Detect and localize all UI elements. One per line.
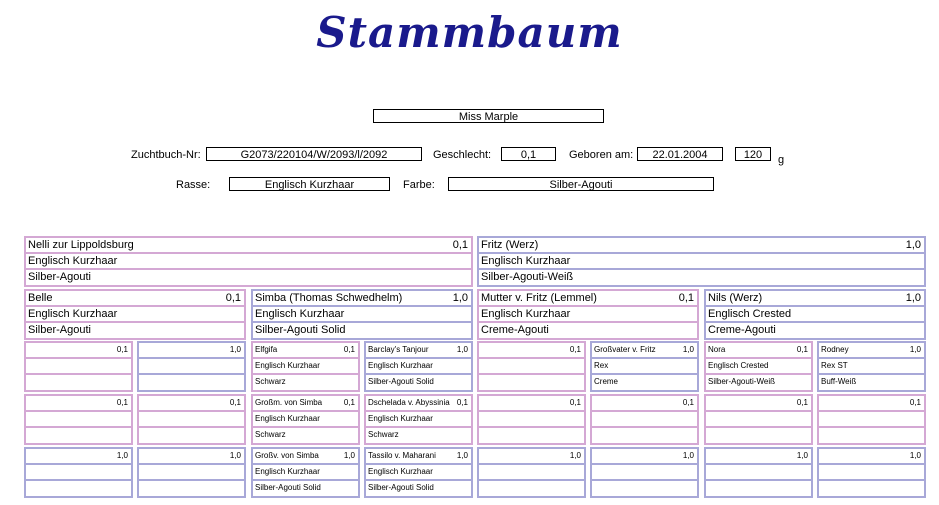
ancestor-row-rasse	[366, 359, 471, 375]
zuchtbuch-label: Zuchtbuch-Nr:	[131, 149, 201, 161]
ancestor-sex: 0,1	[796, 398, 808, 407]
ancestor-row-rasse	[366, 412, 471, 428]
rasse-label: Rasse:	[176, 179, 211, 191]
ancestor-row-rasse	[479, 254, 924, 270]
ancestor-name: Mutter v. Fritz (Lemmel)	[481, 292, 597, 304]
ancestor-card[interactable]	[24, 289, 246, 340]
ancestor-row-rasse	[592, 412, 697, 428]
ancestor-sex: 0,1	[796, 345, 808, 354]
ancestor-row-rasse	[253, 307, 471, 323]
ancestor-row-rasse	[139, 465, 244, 481]
ancestor-sex: 0,1	[116, 345, 128, 354]
ancestor-row-rasse	[479, 412, 584, 428]
ancestor-sex: 1,0	[569, 451, 581, 460]
ancestor-row-farbe	[706, 375, 811, 391]
ancestor-rasse: Englisch Kurzhaar	[255, 414, 320, 423]
ancestor-row-rasse	[706, 307, 924, 323]
ancestor-farbe: Schwarz	[255, 430, 286, 439]
ancestor-row-farbe	[26, 323, 244, 339]
ancestor-sex: 1,0	[909, 345, 921, 354]
ancestor-card[interactable]	[251, 394, 360, 445]
ancestor-name: Nelli zur Lippoldsburg	[28, 239, 134, 251]
ancestor-card[interactable]	[590, 394, 699, 445]
ancestor-row-name	[706, 449, 811, 465]
ancestor-row-name	[479, 291, 697, 307]
ancestor-farbe: Silber-Agouti	[28, 324, 91, 336]
ancestor-farbe: Silber-Agouti Solid	[368, 483, 434, 492]
ancestor-row-name	[26, 291, 244, 307]
ancestor-card[interactable]	[477, 289, 699, 340]
ancestor-farbe: Silber-Agouti	[28, 271, 91, 283]
ancestor-row-name	[479, 396, 584, 412]
ancestor-row-name	[139, 449, 244, 465]
ancestor-card[interactable]	[477, 394, 586, 445]
gewicht-field[interactable]: 120	[735, 147, 771, 161]
ancestor-card[interactable]	[137, 394, 246, 445]
ancestor-name: Tassilo v. Maharani	[368, 451, 436, 460]
ancestor-row-farbe	[253, 323, 471, 339]
ancestor-card[interactable]	[817, 447, 926, 498]
ancestor-row-farbe	[366, 428, 471, 444]
ancestor-card[interactable]	[364, 341, 473, 392]
ancestor-row-farbe	[139, 481, 244, 497]
ancestor-row-name	[479, 238, 924, 254]
ancestor-rasse: Englisch Kurzhaar	[255, 308, 345, 320]
ancestor-row-name	[592, 396, 697, 412]
ancestor-sex: 1,0	[229, 451, 241, 460]
ancestor-farbe: Silber-Agouti-Weiß	[708, 377, 775, 386]
ancestor-row-rasse	[139, 412, 244, 428]
ancestor-row-rasse	[819, 412, 924, 428]
ancestor-row-farbe	[139, 428, 244, 444]
animal-name-field[interactable]: Miss Marple	[373, 109, 604, 123]
ancestor-row-rasse	[706, 465, 811, 481]
ancestor-row-name	[366, 449, 471, 465]
ancestor-row-farbe	[592, 481, 697, 497]
ancestor-row-name	[706, 291, 924, 307]
ancestor-row-farbe	[26, 428, 131, 444]
ancestor-row-farbe	[139, 375, 244, 391]
ancestor-row-rasse	[819, 359, 924, 375]
ancestor-card[interactable]	[364, 447, 473, 498]
ancestor-row-farbe	[366, 481, 471, 497]
ancestor-card[interactable]	[24, 394, 133, 445]
ancestor-name: Großv. von Simba	[255, 451, 319, 460]
ancestor-row-name	[592, 343, 697, 359]
ancestor-row-rasse	[479, 307, 697, 323]
rasse-field[interactable]: Englisch Kurzhaar	[229, 177, 390, 191]
ancestor-name: Barclay's Tanjour	[368, 345, 429, 354]
ancestor-sex: 1,0	[229, 345, 241, 354]
ancestor-name: Nora	[708, 345, 726, 354]
ancestor-row-rasse	[366, 465, 471, 481]
ancestor-card[interactable]	[704, 289, 926, 340]
page-title: Stammbaum	[316, 8, 623, 57]
ancestor-rasse: Englisch Kurzhaar	[481, 308, 571, 320]
ancestor-name: Nils (Werz)	[708, 292, 763, 304]
ancestor-row-rasse	[139, 359, 244, 375]
ancestor-row-farbe	[706, 428, 811, 444]
ancestor-row-rasse	[26, 412, 131, 428]
ancestor-name: Belle	[28, 292, 53, 304]
ancestor-row-farbe	[479, 375, 584, 391]
ancestor-rasse: Englisch Crested	[708, 361, 769, 370]
gewicht-unit: g	[778, 154, 785, 166]
ancestor-card[interactable]	[24, 341, 133, 392]
farbe-field[interactable]: Silber-Agouti	[448, 177, 714, 191]
ancestor-row-farbe	[479, 323, 697, 339]
zuchtbuch-field[interactable]: G2073/220104/W/2093/l/2092	[206, 147, 422, 161]
ancestor-card[interactable]	[704, 341, 813, 392]
ancestor-sex: 0,1	[569, 398, 581, 407]
ancestor-row-farbe	[479, 270, 924, 286]
ancestor-row-farbe	[26, 481, 131, 497]
ancestor-row-name	[253, 291, 471, 307]
ancestor-sex: 1,0	[682, 451, 694, 460]
ancestor-row-rasse	[253, 359, 358, 375]
ancestor-sex: 0,1	[116, 398, 128, 407]
ancestor-row-rasse	[592, 465, 697, 481]
ancestor-row-name	[819, 396, 924, 412]
ancestor-rasse: Englisch Kurzhaar	[481, 255, 571, 267]
ancestor-rasse: Englisch Kurzhaar	[255, 361, 320, 370]
ancestor-row-rasse	[26, 307, 244, 323]
ancestor-sex: 1,0	[796, 451, 808, 460]
ancestor-row-name	[479, 449, 584, 465]
ancestor-name: Großvater v. Fritz	[594, 345, 656, 354]
ancestor-card[interactable]	[590, 341, 699, 392]
ancestor-sex: 0,1	[343, 398, 355, 407]
ancestor-farbe: Silber-Agouti Solid	[368, 377, 434, 386]
ancestor-rasse: Rex	[594, 361, 609, 370]
ancestor-row-name	[366, 343, 471, 359]
ancestor-sex: 1,0	[456, 345, 468, 354]
ancestor-row-farbe	[253, 428, 358, 444]
ancestor-farbe: Creme	[594, 377, 619, 386]
ancestor-row-name	[366, 396, 471, 412]
ancestor-row-name	[253, 343, 358, 359]
ancestor-card[interactable]	[704, 394, 813, 445]
ancestor-card[interactable]	[817, 341, 926, 392]
ancestor-rasse: Englisch Kurzhaar	[28, 308, 118, 320]
ancestor-farbe: Silber-Agouti Solid	[255, 483, 321, 492]
ancestor-card[interactable]	[137, 447, 246, 498]
ancestor-card[interactable]	[704, 447, 813, 498]
ancestor-name: Großm. von Simba	[255, 398, 323, 407]
ancestor-sex: 1,0	[905, 292, 921, 304]
ancestor-card[interactable]	[364, 394, 473, 445]
geschlecht-field[interactable]: 0,1	[501, 147, 556, 161]
ancestor-row-rasse	[479, 359, 584, 375]
ancestor-sex: 0,1	[343, 345, 355, 354]
ancestor-card[interactable]	[24, 236, 473, 287]
geschlecht-label: Geschlecht:	[433, 149, 492, 161]
farbe-label: Farbe:	[403, 179, 435, 191]
ancestor-row-farbe	[819, 428, 924, 444]
ancestor-rasse: Rex ST	[821, 361, 848, 370]
ancestor-row-farbe	[253, 481, 358, 497]
ancestor-card[interactable]	[251, 341, 360, 392]
ancestor-sex: 0,1	[225, 292, 241, 304]
ancestor-row-farbe	[479, 481, 584, 497]
ancestor-row-farbe	[26, 375, 131, 391]
geboren-label: Geboren am:	[569, 149, 634, 161]
ancestor-row-farbe	[253, 375, 358, 391]
ancestor-row-farbe	[592, 375, 697, 391]
ancestor-row-name	[592, 449, 697, 465]
ancestor-farbe: Schwarz	[255, 377, 286, 386]
ancestor-row-rasse	[706, 412, 811, 428]
ancestor-farbe: Creme-Agouti	[481, 324, 549, 336]
ancestor-card[interactable]	[251, 447, 360, 498]
ancestor-row-farbe	[26, 270, 471, 286]
ancestor-farbe: Schwarz	[368, 430, 399, 439]
ancestor-name: Simba (Thomas Schwedhelm)	[255, 292, 403, 304]
ancestor-row-name	[253, 396, 358, 412]
ancestor-row-farbe	[479, 428, 584, 444]
ancestor-row-name	[26, 449, 131, 465]
ancestor-row-name	[139, 343, 244, 359]
ancestor-row-name	[479, 343, 584, 359]
ancestor-row-farbe	[819, 481, 924, 497]
ancestor-rasse: Englisch Kurzhaar	[368, 361, 433, 370]
ancestor-card[interactable]	[477, 447, 586, 498]
ancestor-row-farbe	[706, 323, 924, 339]
ancestor-name: Elfgifa	[255, 345, 278, 354]
ancestor-row-name	[819, 343, 924, 359]
ancestor-rasse: Englisch Kurzhaar	[368, 467, 433, 476]
ancestor-sex: 0,1	[569, 345, 581, 354]
ancestor-sex: 1,0	[452, 292, 468, 304]
ancestor-row-rasse	[253, 412, 358, 428]
ancestor-sex: 1,0	[909, 451, 921, 460]
geboren-field[interactable]: 22.01.2004	[637, 147, 723, 161]
ancestor-row-rasse	[253, 465, 358, 481]
ancestor-farbe: Silber-Agouti Solid	[255, 324, 346, 336]
ancestor-row-rasse	[706, 359, 811, 375]
ancestor-row-farbe	[706, 481, 811, 497]
ancestor-card[interactable]	[137, 341, 246, 392]
ancestor-row-name	[819, 449, 924, 465]
ancestor-sex: 0,1	[456, 398, 468, 407]
ancestor-row-name	[706, 343, 811, 359]
ancestor-sex: 1,0	[116, 451, 128, 460]
ancestor-row-rasse	[479, 465, 584, 481]
ancestor-card[interactable]	[477, 341, 586, 392]
ancestor-sex: 0,1	[909, 398, 921, 407]
ancestor-name: Rodney	[821, 345, 849, 354]
ancestor-card[interactable]	[590, 447, 699, 498]
ancestor-row-name	[26, 238, 471, 254]
ancestor-card[interactable]	[477, 236, 926, 287]
ancestor-row-name	[26, 343, 131, 359]
ancestor-rasse: Englisch Kurzhaar	[368, 414, 433, 423]
ancestor-rasse: Englisch Crested	[708, 308, 792, 320]
ancestor-row-rasse	[26, 254, 471, 270]
ancestor-row-farbe	[592, 428, 697, 444]
ancestor-card[interactable]	[251, 289, 473, 340]
ancestor-sex: 0,1	[229, 398, 241, 407]
ancestor-rasse: Englisch Kurzhaar	[28, 255, 118, 267]
ancestor-row-name	[26, 396, 131, 412]
ancestor-row-rasse	[819, 465, 924, 481]
ancestor-row-farbe	[366, 375, 471, 391]
ancestor-sex: 1,0	[905, 239, 921, 251]
ancestor-sex: 1,0	[456, 451, 468, 460]
ancestor-farbe: Silber-Agouti-Weiß	[481, 271, 574, 283]
ancestor-row-name	[706, 396, 811, 412]
ancestor-sex: 0,1	[682, 398, 694, 407]
ancestor-row-rasse	[26, 359, 131, 375]
ancestor-rasse: Englisch Kurzhaar	[255, 467, 320, 476]
ancestor-row-rasse	[26, 465, 131, 481]
ancestor-name: Dschelada v. Abyssinia	[368, 398, 450, 407]
ancestor-sex: 0,1	[678, 292, 694, 304]
ancestor-farbe: Buff-Weiß	[821, 377, 857, 386]
ancestor-card[interactable]	[817, 394, 926, 445]
ancestor-sex: 1,0	[343, 451, 355, 460]
ancestor-row-farbe	[819, 375, 924, 391]
ancestor-farbe: Creme-Agouti	[708, 324, 776, 336]
ancestor-row-name	[139, 396, 244, 412]
ancestor-row-rasse	[592, 359, 697, 375]
ancestor-sex: 1,0	[682, 345, 694, 354]
ancestor-name: Fritz (Werz)	[481, 239, 539, 251]
ancestor-row-name	[253, 449, 358, 465]
ancestor-sex: 0,1	[452, 239, 468, 251]
ancestor-card[interactable]	[24, 447, 133, 498]
